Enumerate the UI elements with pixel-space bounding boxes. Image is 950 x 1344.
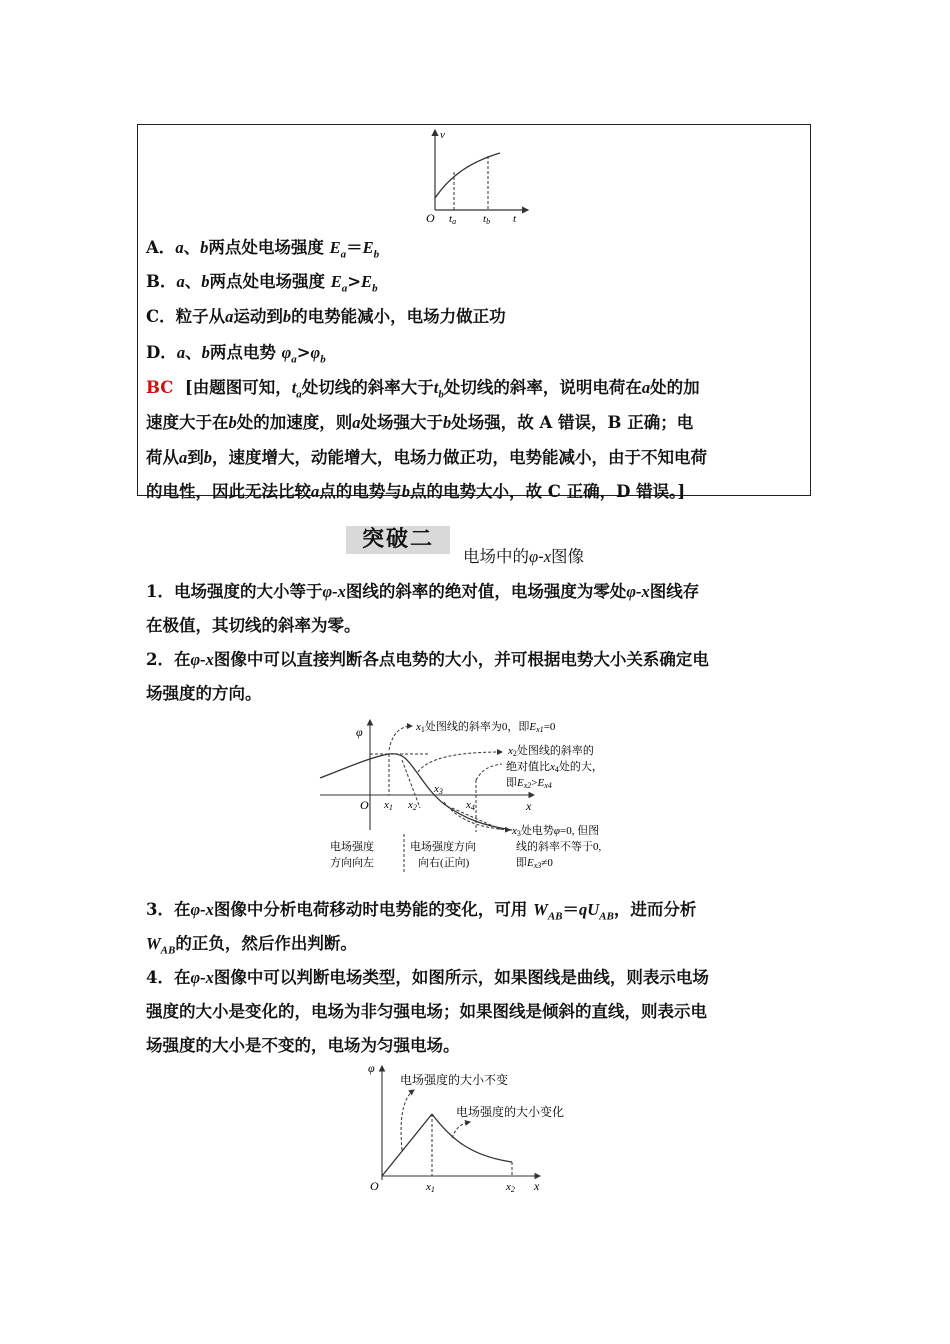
- answer-line-1: BC [由题图可知，$t_a$处切线的斜率大于$t_b$处切线的斜率，说明电荷在a处的加: [146, 378, 700, 401]
- ann2b-pointer: [476, 764, 502, 780]
- answer-line-2: 速度大于在b处的加速度，则a处场强大于b处场强，故 A 错误，B 正确；电: [146, 413, 694, 432]
- x-label: x: [534, 1179, 540, 1193]
- option-c: C．粒子从a运动到b的电势能减小，电场力做正功: [146, 307, 506, 326]
- velocity-time-graph: [420, 126, 540, 226]
- annotation-2-line-1: x2处图线的斜率的: [508, 745, 594, 758]
- annotation-3-line-2: 线的斜率不等于0,: [516, 841, 602, 853]
- phi-label: φ: [356, 725, 363, 739]
- phi-label: φ: [368, 1061, 375, 1075]
- annotation-1: x1处图线的斜率为0，即Ex1=0: [416, 721, 556, 734]
- straight-segment: [382, 1114, 432, 1176]
- phi-x-annotated-graph: [316, 712, 646, 878]
- section-title: 突破二: [346, 526, 450, 554]
- region-left-line-2: 方向向左: [330, 857, 374, 869]
- point-1-line-2: 在极值，其切线的斜率为零。: [146, 616, 361, 635]
- option-d: D．a、b两点电势 $\varphi_a>\varphi_b$: [146, 343, 326, 366]
- point-1-line-1: 1．电场强度的大小等于φ-x图线的斜率的绝对值，电场强度为零处φ-x图线存: [146, 582, 700, 601]
- const-field-label: 电场强度的大小不变: [400, 1073, 509, 1087]
- var-field-label: 电场强度的大小变化: [456, 1105, 565, 1119]
- t-label: t: [513, 213, 517, 225]
- x1-label: x1: [426, 1181, 435, 1194]
- x1-label: x1: [384, 799, 393, 812]
- var-pointer: [452, 1122, 470, 1138]
- region-right-line-1: 电场强度方向: [410, 841, 476, 853]
- option-a: A．a、b两点处电场强度 $E_a=E_b$: [146, 238, 380, 261]
- ann3-pointer: [444, 802, 510, 830]
- ann1-pointer: [389, 726, 412, 750]
- x-label: x: [526, 799, 532, 813]
- point-2-line-1: 2．在φ-x图像中可以直接判断各点电势的大小，并可根据电势大小关系确定电: [146, 650, 709, 669]
- point-4-line-2: 强度的大小是变化的，电场为非匀强电场；如果图线是倾斜的直线，则表示电: [146, 1002, 707, 1021]
- tb-label: tb: [483, 213, 491, 226]
- x2-label: x2: [408, 799, 417, 812]
- point-2-line-2: 场强度的方向。: [146, 684, 262, 703]
- point-3-line-1: 3．在φ-x图像中分析电荷移动时电势能的变化，可用 $W_{AB}=qU_{AB}$，进而分析: [146, 900, 697, 923]
- answer-line-4: 的电性，因此无法比较a点的电势与b点的电势大小，故 C 正确，D 错误。]: [146, 482, 686, 501]
- const-pointer: [401, 1090, 414, 1150]
- x3-label: x3: [434, 783, 443, 796]
- field-type-graph: [360, 1058, 600, 1198]
- answer-line-3: 荷从a到b，速度增大，动能增大，电场力做正功，电势能减小，由于不知电荷: [146, 448, 707, 467]
- velocity-curve: [435, 153, 500, 198]
- v-label: v: [440, 129, 445, 141]
- x4-label: x4: [466, 799, 475, 812]
- origin-label: O: [360, 798, 369, 812]
- point-3-line-2: $W_{AB}$的正负，然后作出判断。: [146, 934, 357, 957]
- section-subtitle: 电场中的φ-x图像: [463, 547, 585, 566]
- annotation-3-line-1: x3处电势φ=0, 但图: [512, 825, 600, 838]
- ta-label: ta: [449, 213, 457, 226]
- origin-label: O: [426, 211, 435, 225]
- origin-label: O: [370, 1179, 379, 1193]
- x4-tangent: [452, 808, 502, 830]
- x2-label: x2: [506, 1181, 515, 1194]
- curved-segment: [432, 1114, 512, 1162]
- option-b: B．a、b两点处电场强度 $E_a>E_b$: [146, 272, 378, 295]
- region-left-line-1: 电场强度: [330, 841, 374, 853]
- annotation-2-line-3: 即Ex2>Ex4: [506, 777, 552, 790]
- annotation-3-line-3: 即Ex3≠0: [516, 857, 553, 870]
- point-4-line-3: 场强度的大小是不变的，电场为匀强电场。: [146, 1036, 460, 1055]
- phi-curve: [320, 754, 512, 830]
- point-4-line-1: 4．在φ-x图像中可以判断电场类型，如图所示，如果图线是曲线，则表示电场: [146, 968, 709, 987]
- annotation-2-line-2: 绝对值比x4处的大，: [506, 761, 603, 774]
- answer-key: BC: [146, 378, 174, 397]
- ann2-pointer: [418, 752, 502, 772]
- region-right-line-2: 向右(正向): [418, 857, 470, 869]
